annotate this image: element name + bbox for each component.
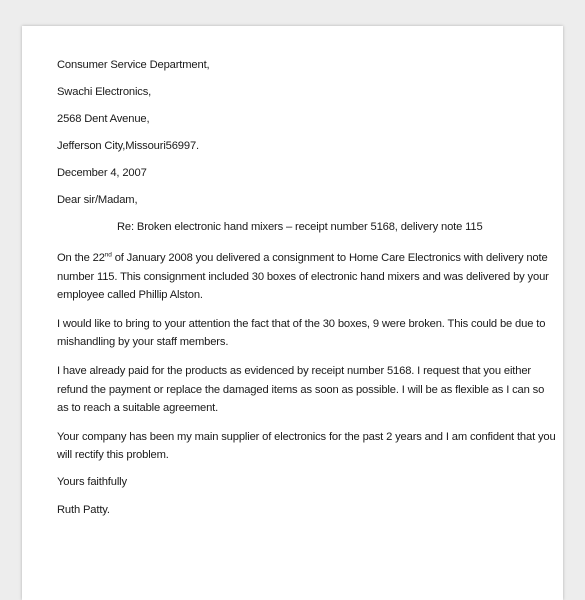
letter-body [57,59,557,517]
subject-line: Re: Broken electronic hand mixers – receipt number 5168, delivery note 115 [117,221,483,233]
recipient-department: Consumer Service Department, [57,59,210,71]
document-page [22,26,563,600]
salutation: Dear sir/Madam, [57,194,138,206]
letter-date: December 4, 2007 [57,167,147,179]
paragraph-delivery-start: On the 22 [57,252,105,264]
paragraph-broken: I would like to bring to your attention the fact that of the 30 boxes, 9 were broken. This could be due to mishandling by your staff members. [57,317,546,349]
ordinal-suffix: nd [104,251,112,259]
paragraph-delivery-rest: of January 2008 you delivered a consignment to Home Care Electronics with delivery note number 115. This consignment included 30 boxes of electronic hand mixers and was delivered by your employee called Phillip Alston. [57,252,549,302]
recipient-street: 2568 Dent Avenue, [57,113,150,125]
closing: Yours faithfully [57,476,127,489]
signature: Ruth Patty. [57,504,110,517]
paragraph-supplier: Your company has been my main supplier of electronics for the past 2 years and I am confident that you will rectify this problem. [57,430,556,462]
paragraph-delivery [57,249,557,305]
paragraph-request: I have already paid for the products as evidenced by receipt number 5168. I request that you either refund the payment or replace the damaged items as soon as possible. I will be as flexible as I can so as to reach a suitable agreement. [57,364,545,415]
recipient-company: Swachi Electronics, [57,86,152,98]
recipient-city: Jefferson City,Missouri56997. [57,140,199,152]
